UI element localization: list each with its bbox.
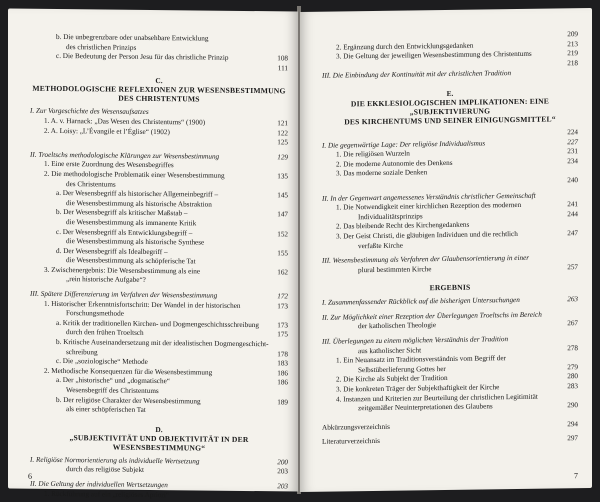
toc-entry-page: 189: [277, 397, 288, 407]
toc-entry-label: 1. Die religiösen Wurzeln: [336, 149, 410, 159]
section-c-list: [30, 107, 288, 417]
toc-entry-label: 2. A. Loisy: „L’Évangile et l’Église“ (1902): [44, 126, 170, 136]
toc-entry-label: 4. Instanzen und Kriterien zur Beurteilung der christlichen Legitimität: [336, 392, 538, 404]
page-number-left: 6: [28, 471, 32, 481]
toc-entry-label: die Wesensbestimmung als schöpferische Tat: [66, 256, 196, 266]
toc-entry-label: 1. Eine erste Zuordnung des Wesensbegriffes: [44, 160, 174, 170]
left-page: [8, 8, 298, 499]
toc-entry-label: 3. Zwischenergebnis: Die Wesensbestimmung als eine: [44, 265, 201, 276]
section-c-title-line1: METHODOLOGISCHE REFLEXIONEN ZUR WESENSBESTIMMUNG: [32, 84, 286, 96]
toc-entry-page: 209: [567, 30, 578, 39]
toc-entry-page: 241: [567, 200, 578, 209]
toc-entry-page: 240: [567, 176, 578, 185]
toc-entry-label: b. Die unbegrenzbare oder unabsehbare Entwicklung: [56, 32, 209, 43]
toc-entry-label: 2. Die Kirche als Subjekt der Tradition: [336, 374, 448, 384]
toc-entry-page: 125: [277, 138, 288, 147]
toc-entry-page: 162: [277, 268, 288, 277]
toc-entry-page: 183: [277, 359, 288, 368]
toc-entry-label: b. Der religiöse Charakter der Wesensbestimmung: [56, 395, 201, 406]
toc-entry-page: 244: [567, 209, 578, 219]
toc-entry-label: II. Die Geltung der individuellen Wertsetzungen: [30, 479, 168, 490]
toc-entry-label: 2. Das bleibende Recht des Kirchengedankens: [336, 220, 470, 231]
toc-entry-page: 231: [567, 147, 578, 156]
toc-entry-page: 219: [567, 49, 578, 58]
toc-entry-label: b. Der Wesensbegriff als kritischer Maßstab –: [56, 208, 188, 218]
left-top-list: [30, 33, 288, 74]
toc-entry-label: aus katholischer Sicht: [358, 346, 422, 355]
toc-entry-page: 213: [567, 39, 578, 48]
section-d-list: [30, 455, 288, 501]
toc-entry-page: 173: [277, 321, 288, 330]
toc-entry-label: die Wesensbestimmung als immanente Kritik: [66, 217, 197, 228]
right-page: [300, 8, 592, 492]
toc-entry-label: Abkürzungsverzeichnis: [322, 422, 390, 432]
toc-entry-label: 3. Der Geist Christi, die gläubigen Individuen und die rechtlich: [336, 229, 518, 241]
toc-entry-label: durch den frühen Troeltsch: [66, 328, 144, 338]
toc-entry-page: 257: [567, 262, 578, 271]
toc-entry-page: 173: [277, 301, 288, 311]
toc-entry-page: 267: [567, 319, 578, 328]
toc-entry-label: III. Überlegungen zu einem möglichen Verständnis der Tradition: [322, 335, 509, 346]
toc-entry-label: des christlichen Prinzips: [66, 42, 137, 52]
back-matter-list: [322, 420, 578, 448]
toc-entry-page: 263: [567, 295, 578, 304]
section-e-letter: E.: [446, 88, 454, 98]
toc-entry-label: c. Die „soziologische“ Methode: [56, 357, 148, 367]
toc-entry-label: I. Zur Vorgeschichte des Wesensaufsatzes: [30, 107, 149, 117]
section-d-title: „SUBJEKTIVITÄT UND OBJEKTIVITÄT IN DER WESENSBESTIMMUNG“: [69, 432, 249, 453]
section-d-letter: D.: [155, 424, 163, 434]
toc-entry-page: 203: [277, 467, 288, 476]
toc-entry-page: 247: [567, 229, 578, 238]
toc-entry-label: Forschungsmethode: [66, 309, 124, 318]
toc-entry-page: 108: [277, 54, 288, 63]
toc-entry-label: als einer schöpferischen Tat: [66, 405, 146, 415]
toc-entry-label: I. Zusammenfassender Rückblick auf die bisherigen Untersuchungen: [322, 296, 520, 308]
toc-entry-label: III. Die Einbindung der Kontinuität mit der christlichen Tradition: [322, 69, 512, 81]
toc-entry-label: durch das religiöse Subjekt: [66, 465, 145, 475]
toc-entry-label: 2. Die moderne Autonomie des Denkens: [336, 158, 453, 169]
toc-entry-page: 280: [567, 372, 578, 381]
toc-entry-page: 122: [277, 128, 288, 137]
toc-entry-label: 2. Ergänzung durch den Entwicklungsgedanken: [336, 41, 474, 52]
toc-entry-label: 3. Die Geltung der jeweiligen Wesensbestimmung des Christentums: [336, 49, 532, 61]
toc-entry-label: III. Wesensbestimmung als Verfahren der Glaubensorientierung in einer: [322, 253, 530, 265]
toc-entry-label: zeitgemäßer Neuinterpretationen des Glaubens: [358, 402, 493, 413]
toc-entry-page: 175: [277, 330, 288, 339]
toc-entry-label: III. Spätere Differenzierung im Verfahren der Wesensbestimmung: [30, 289, 218, 300]
toc-entry-page: 290: [567, 401, 578, 410]
toc-entry-page: 135: [277, 172, 288, 181]
toc-entry-page: 234: [567, 156, 578, 166]
toc-entry-label: II. Troeltschs methodologische Klärungen zur Wesensbestimmung: [30, 150, 220, 161]
toc-entry-label: c. Die Bedeutung der Person Jesu für das christliche Prinzip: [56, 52, 229, 62]
section-e-title-line2: DES KIRCHENTUMS UND SEINER EINIGUNGSMITTEL“: [344, 114, 556, 127]
toc-entry-label: 2. Methodische Konsequenzen für die Wesensbestimmung: [44, 366, 213, 377]
section-c-letter: C.: [155, 76, 163, 86]
toc-entry-label: 1. Die Notwendigkeit einer kirchlichen Rezeption des modernen: [336, 201, 522, 212]
toc-entry-page: 186: [277, 378, 288, 387]
toc-entry-page: 278: [567, 343, 578, 352]
section-e-title-line1: DIE EKKLESIOLOGISCHEN IMPLIKATIONEN: EINE „SUBJEKTIVIERUNG: [350, 96, 550, 117]
toc-entry-page: 224: [567, 128, 578, 137]
toc-entry-label: 2. Die methodologische Problematik einer Wesensbestimmung: [44, 169, 225, 180]
toc-entry-page: 294: [567, 419, 578, 429]
toc-entry-label: Individualitätsprinzips: [358, 212, 423, 221]
toc-entry-page: 297: [567, 434, 578, 443]
toc-entry-page: 283: [567, 382, 578, 391]
toc-entry-page: 200: [277, 458, 288, 467]
toc-entry-page: 279: [567, 363, 578, 372]
toc-entry-label: „rein historische Aufgabe“?: [66, 275, 146, 285]
toc-entry-label: schreibung: [66, 347, 98, 357]
toc-entry-label: a. Kritik der traditionellen Kirchen- und Dogmengeschichtsschreibung: [56, 318, 259, 329]
toc-entry-label: I. Religiöse Normorientierung als individuelle Wertsetzung: [30, 455, 200, 466]
toc-entry-page: 145: [277, 191, 288, 200]
toc-entry-page: 111: [277, 64, 288, 73]
toc-entry-page: 129: [277, 153, 288, 162]
toc-entry: [30, 489, 288, 501]
toc-entry-page: 152: [277, 229, 288, 238]
toc-entry-label: 1. Rückführung auf ein „religiöses Apriori“: [44, 489, 169, 499]
toc-entry-page: 218: [567, 58, 578, 68]
toc-entry-label: des Christentums: [66, 179, 116, 189]
toc-entry-label: 1. Historischer Erkenntnisfortschritt: Der Wandel in der historischen: [44, 299, 241, 310]
toc-entry-page: 186: [277, 369, 288, 378]
section-c-title-line2: DES CHRISTENTUMS: [118, 94, 200, 104]
ergebnis-list: [322, 295, 578, 414]
toc-entry-label: 1. Ein Neuansatz im Traditionsverständnis vom Begriff der: [336, 354, 506, 365]
toc-entry-label: 3. Die konkreten Träger der Subjekthaftigkeit der Kirche: [336, 383, 500, 394]
toc-entry-label: a. Der Wesensbegriff als historischer Allgemeinbegriff –: [56, 189, 219, 199]
toc-entry-label: Selbstüberlieferung Gottes her: [358, 364, 446, 375]
toc-entry-label: verfaßte Kirche: [358, 241, 403, 250]
toc-entry: [30, 61, 288, 73]
toc-entry-page: 227: [567, 137, 578, 146]
left-page-content: [30, 33, 288, 502]
toc-entry-label: II. Zur Möglichkeit einer Rezeption der Überlegungen Troeltschs im Bereich: [322, 310, 542, 322]
right-top-list: [322, 30, 578, 82]
toc-entry-label: 3. Das moderne soziale Denken: [336, 168, 428, 178]
toc-entry-page: 178: [277, 349, 288, 359]
toc-entry-label: plural bestimmten Kirche: [358, 264, 432, 274]
toc-entry-label: Wesensbegriff des Christentums: [66, 386, 159, 396]
ergebnis-title: ERGEBNIS: [429, 282, 471, 293]
toc-entry-label: d. Der Wesensbegriff als Idealbegriff –: [56, 246, 168, 256]
toc-entry-label: b. Kritische Auseinandersetzung mit der idealistischen Dogmengeschicht-: [56, 338, 269, 349]
toc-entry-label: I. Die gegenwärtige Lage: Der religiöse Individualismus: [322, 139, 486, 150]
toc-entry-label: die Wesensbestimmung als historische Synthese: [66, 237, 205, 247]
section-e-list: [322, 128, 578, 276]
toc-entry-page: 172: [277, 292, 288, 301]
right-page-content: [322, 30, 578, 448]
toc-entry-label: a. Der „historische“ und „dogmatische“: [56, 376, 170, 386]
toc-entry-label: der katholischen Theologie: [358, 321, 437, 331]
toc-entry-label: II. In der Gegenwart angemessenes Verständnis christlicher Gemeinschaft: [322, 191, 536, 203]
toc-entry-page: 203: [277, 482, 288, 491]
toc-entry-label: c. Der Wesensbegriff als Entwicklungsbegriff –: [56, 227, 193, 237]
toc-entry-page: 147: [277, 210, 288, 219]
toc-entry-label: 1. A. v. Harnack: „Das Wesen des Christentums“ (1900): [44, 116, 206, 127]
toc-entry-page: 155: [277, 248, 288, 258]
toc-entry-label: die Wesensbestimmung als historische Abstraktion: [66, 198, 212, 209]
toc-entry-label: Literaturverzeichnis: [322, 437, 380, 447]
toc-entry-page: 121: [277, 119, 288, 128]
page-number-right: 7: [574, 471, 578, 481]
